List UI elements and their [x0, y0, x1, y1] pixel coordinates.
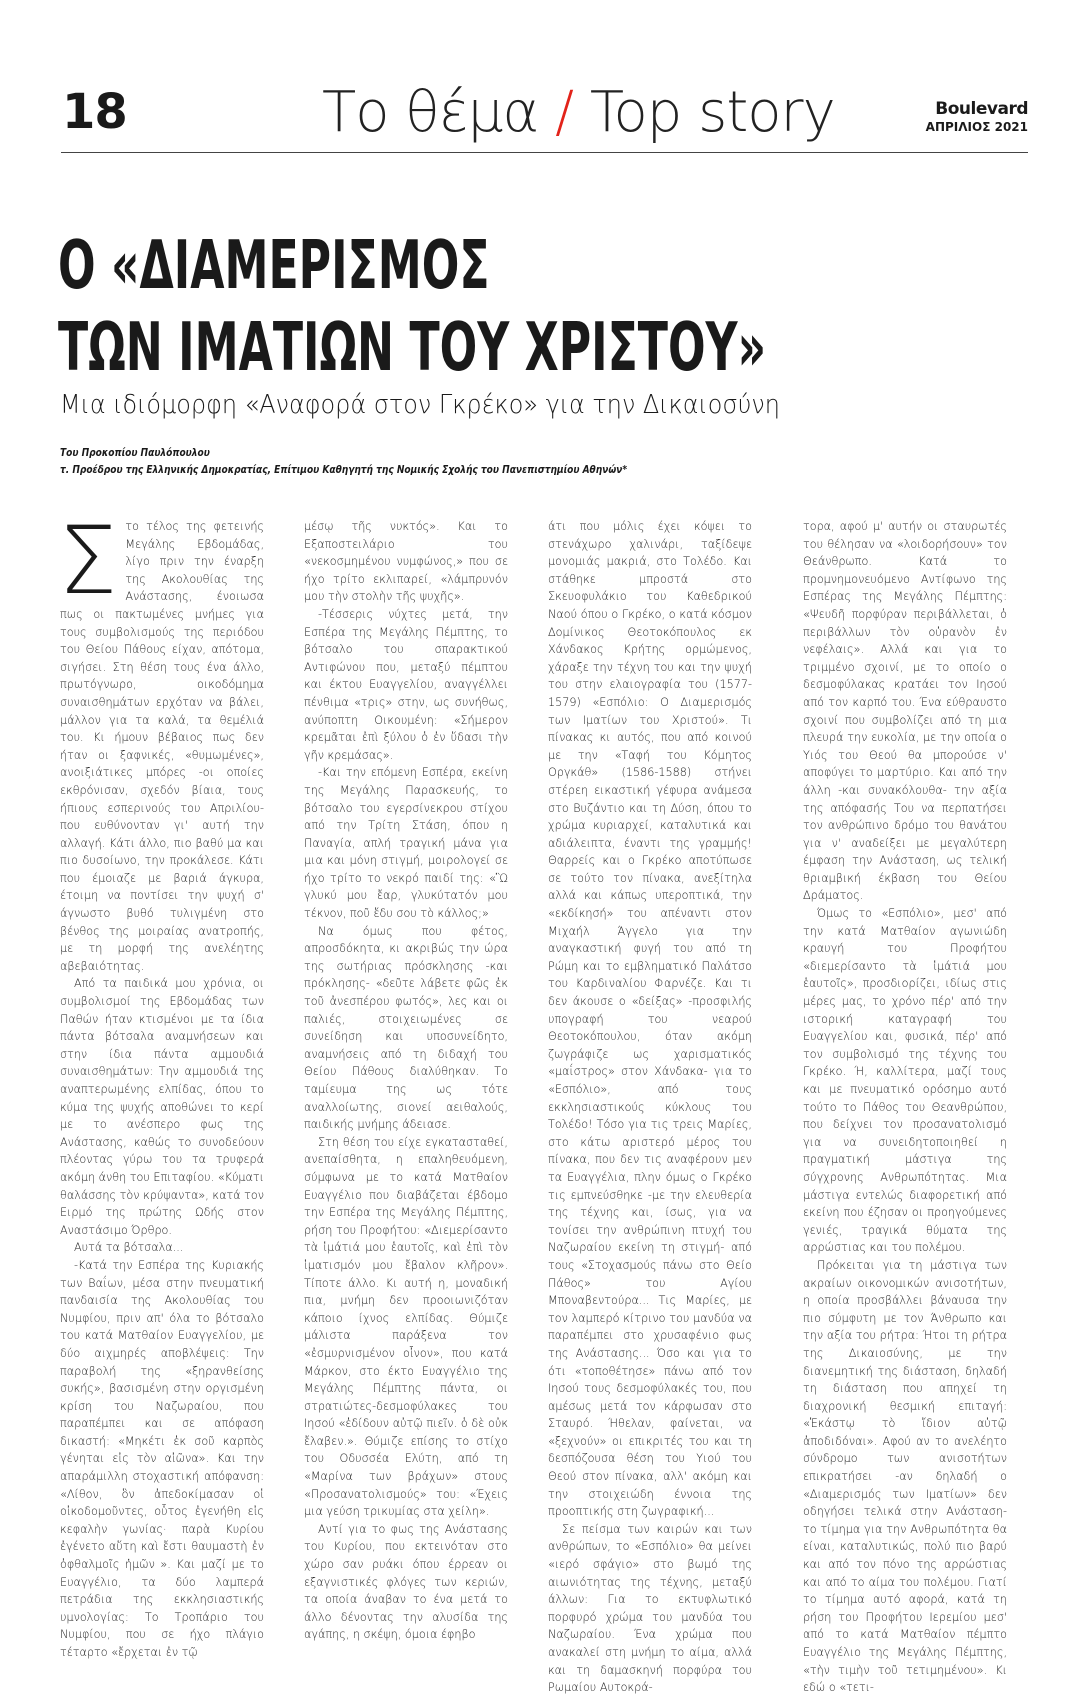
issue-date: ΑΠΡΙΛΙΟΣ 2021 [925, 120, 1028, 134]
page-number: 18 [62, 84, 127, 140]
paragraph: άτι που μόλις έχει κόψει το στενάχωρο χαλινάρι, ταξίδεψε μονομιάς μακριά, στο Τολέδο. Και στάθηκε μπροστά στο Σκευοφυλάκιο του Καθεδρικού Ναού όπου ο Γκρέκο, ο κατά κόσμον Δομίνικος Θεοτοκόπουλος εκ Χάνδακος Κρήτης ορμώμενος, χάραξε την τέχνη του και την ψυχή του στην ελαιογραφία του (1577-1579) «Εσπόλιο: Ο Διαμερισμός των Ιματίων του Χριστού». Τι πίνακας κι αυτός, που από κοινού με την «Ταφή του Κόμητος Οργκάθ» (1586-1588) στήνει στέρεη εικαστική γέφυρα ανάμεσα στο Βυζάντιο και τη Δύση, όπου το χρώμα κυριαρχεί, καταλυτικά και αδιάλειπτα, έναντι της γραμμής! Θαρρείς και ο Γκρέκο αποτύπωσε σε τούτο τον πίνακα, ανεξίτηλα αλλά και κάπως υπεροπτικά, την «εκδίκησή» του απέναντι στον Μιχαήλ Άγγελο για την αναγκαστική φυγή του από τη Ρώμη και το εμβληματικό Παλάτσο του Καρδιναλίου Φαρνέζε. Και τι δεν άκουσε ο «δείξας» -προσφιλής υπογραφή του νεαρού Θεοτοκόπουλου, όταν ακόμη ζωγράφιζε ως χαρισματικός «μαΐστρος» στον Χάνδακα- για το «Εσπόλιο», από τους εκκλησιαστικούς κύκλους του Τολέδο! Τόσο για τις τρεις Μαρίες, στο κάτω αριστερό μέρος του πίνακα, που δεν τις αναφέρουν μεν τα Ευαγγέλια, πλην όμως ο Γκρέκο τις εμπνεύσθηκε -με την ελευθερία της τέχνης και, ίσως, για να τονίσει την ανθρώπινη πτυχή του Ναζωραίου εκείνη τη στιγμή- από τους «Στοχασμούς πάνω στο Θείο Πάθος» του Αγίου Μποναβεντούρα... Τις Μαρίες, με τον λαμπερό κίτρινο του μανδύα να παραπέμπει στο χρυσαφένιο φως της Ανάστασης... Όσο και για το ότι «τοποθέτησε» πάνω από τον Ιησού τους δεσμοφύλακές του, που αμέσως μετά τον κάρφωσαν στο Σταυρό. Ήθελαν, φαίνεται, να «ξεχνούν» οι επικριτές του και τη δεσπόζουσα θέση του Υιού του Θεού στον πίνακα, αλλ' ακόμη και την στοιχειώδη έννοια της προοπτικής στη ζωγραφική... [548, 520, 752, 1519]
paragraph: Στη θέση του είχε εγκατασταθεί, ανεπαίσθητα, η επαληθευόμενη, σύμφωνα με το κατά Ματθαίον Ευαγγέλιο που διαβάζεται έβδομο την Εσπέρα της Μεγάλης Πέμπτης, ρήση του Προφήτου: «Διεμερίσαντο τὰ ἱμάτιά μου ἑαυτοῖς, καὶ ἐπὶ τὸν ἱματισμόν μου ἔβαλον κλῆρον». Τίποτε άλλο. Κι αυτή η, μοναδική πια, μνήμη δεν προοιωνιζόταν κάποιο ίχνος ελπίδας. Θύμιζε μάλιστα παράξενα τον «ἐσμυρνισμένον οἶνον», που κατά Μάρκον, στο έκτο Ευαγγέλιο της Μεγάλης Πέμπτης πάντα, οι στρατιώτες-δεσμοφύλακες του Ιησού «ἐδίδουν αὐτῷ πιεῖν. ὁ δὲ οὐκ ἔλαβεν.». Θύμιζε επίσης το στίχο του Οδυσσέα Ελύτη, από τη «Μαρίνα των βράχων» στους «Προσανατολισμούς» του: «Έχεις μια γεύση τρικυμίας στα χείλη». [304, 1135, 508, 1519]
section-english: Top story [589, 80, 835, 145]
paragraph: -Κατά την Εσπέρα της Κυριακής των Βαΐων, μέσα στην πνευματική πανδαισία της Ακολουθίας του Νυμφίου, πριν απ' όλα το βότσαλο του κατά Ματθαίον Ευαγγελίου, με δύο αιχμηρές αποβλέψεις: Την παραβολή της «ξηρανθείσης συκής», βασισμένη στην οργισμένη κρίση του Ναζωραίου, που παραπέμπει και σε απόφαση δικαστή: «Μηκέτι ἐκ σοῦ καρπὸς γένηται εἰς τὸν αἰῶνα». Και την απαράμιλλη στοχαστική απόφανση: «Λίθον, ὃν ἀπεδοκίμασαν οἱ οἰκοδομοῦντες, οὗτος ἐγενήθη εἰς κεφαλὴν γωνίας· παρὰ Κυρίου ἐγένετο αὕτη καὶ ἔστι θαυμαστὴ ἐν ὀφθαλμοῖς ἡμῶν ». Και μαζί με το Ευαγγέλιο, τα δύο λαμπερά πετράδια της εκκλησιαστικής υμνολογίας: Το Τροπάριο του Νυμφίου, που σε ήχο πλάγιο τέταρτο «ἔρχεται ἐν τῷ [60, 1258, 264, 1659]
paragraph: Από τα παιδικά μου χρόνια, οι συμβολισμοί της Εβδομάδας των Παθών ήταν κτισμένοι με τα ίδια πάντα βότσαλα αναμνήσεων και στην ίδια πάντα αμμουδιά συναισθημάτων: Την αμμουδιά της αναπτερωμένης ελπίδας, όπου το κύμα της ψυχής αποθώνει το κερί με το ανέσπερο φως της Ανάστασης, καθώς το συνοδεύουν πλέοντας γύρω του τα τρυφερά ακόμη άνθη του Επιταφίου. «Κύματι θαλάσσης τὸν κρύψαντα», κατά τον Ειρμό της πρώτης Ωδής στον Αναστάσιμο Όρθρο. [60, 977, 264, 1237]
article-headline [58, 224, 766, 388]
section-greek: Το θέμα [322, 80, 539, 145]
masthead [926, 99, 1028, 134]
paragraph: Αντί για το φως της Ανάστασης του Κυρίου, που εκτεινόταν στο χώρο σαν ρυάκι όπου έρρεαν οι εξαγνιστικές φλόγες των κεριών, τα οποία άναβαν το ένα μετά το άλλο δένοντας την αλυσίδα της αγάπης, η σκέψη, όμοια έφηβο [304, 1522, 508, 1642]
drop-cap: Σ [58, 507, 118, 616]
byline [60, 445, 627, 479]
section-heading [322, 80, 835, 145]
section-slash: / [555, 80, 574, 145]
article-subheadline: Μια ιδιόμορφη «Αναφορά στον Γκρέκο» για την Δικαιοσύνη [60, 390, 780, 420]
byline-title: τ. Προέδρου της Ελληνικής Δημοκρατίας, Επίτιμου Καθηγητή της Νομικής Σχολής του Πανεπιστημίου Αθηνών* [60, 464, 628, 476]
column-4 [803, 518, 1007, 1697]
paragraph: τορα, αφού μ' αυτήν οι σταυρωτές του θέλησαν να «λοιδορήσουν» τον Θεάνθρωπο. Κατά το προμνημονευόμενο Αντίφωνο της Εσπέρας της Μεγάλης Πέμπτης: «Ψευδῆ πορφύραν περιβάλλεται, ὁ περιβάλλων τὸν οὐρανὸν ἐν νεφέλαις». Αλλά και για το τριμμένο σχοινί, με το οποίο ο δεσμοφύλακας κρατάει τον Ιησού από τον καρπό του. Ένα εύθραυστο σχοινί που συμβολίζει από τη μια πλευρά την ευκολία, με την οποία ο Υιός του Θεού θα μπορούσε ν' αποφύγει το μαρτύριο. Και από την άλλη -και συνακόλουθα- την αξία της απόφασής Του να περπατήσει τον ανθρώπινο δρόμο του θανάτου για ν' αναδείξει με μεγαλύτερη έμφαση την Ανάσταση, ως τελική θριαμβική έκβαση του Θείου Δράματος. [803, 520, 1007, 903]
brand-name: Boulevard [935, 99, 1028, 119]
column-3 [548, 518, 752, 1697]
paragraph: Όμως το «Εσπόλιο», μεσ' από την κατά Ματθαίον αγωνιώδη κραυγή του Προφήτου «διεμερίσαντο τὰ ἱμάτιά μου ἑαυτοῖς», προσδιορίζει, ιδίως στις μέρες μας, το χρόνο πέρ' από την ιστορική καταγραφή του Ευαγγελίου και, φυσικά, πέρ' από τον συμβολισμό της τέχνης του Γκρέκο. Ή, καλλίτερα, μαζί τους και με πνευματικό ορόσημο αυτό τούτο το Πάθος του Θεανθρώπου, που δείχνει τον προσανατολισμό για να συνειδητοποιηθεί η πραγματική μάστιγα της σύγχρονης Ανθρωπότητας. Μια μάστιγα εντελώς διαφορετική από εκείνη που έζησαν οι προηγούμενες γενιές, τραγικά θύματα της αρρώστιας και του πολέμου. [803, 907, 1007, 1255]
headline-line-2: ΤΩΝ ΙΜΑΤΙΩΝ ΤΟΥ ΧΡΙΣΤΟΥ» [58, 308, 767, 386]
column-1 [58, 507, 264, 1662]
paragraph: Αυτά τα βότσαλα... [74, 1241, 184, 1255]
column-2 [304, 518, 508, 1644]
paragraph: Να όμως που φέτος, απροσδόκητα, κι ακριβώς την ώρα της σωτήριας πρόσκλησης -και πρόκλησης- «δεῦτε λάβετε φῶς ἐκ τοῦ ἀνεσπέρου φωτός», λες και οι παλιές, στοιχειωμένες σε συνείδηση και υποσυνείδητο, αναμνήσεις από τη διδαχή του Θείου Πάθους διαλύθηκαν. Το ταμίευμα της ως τότε αναλλοίωτης, σιονεί αειθαλούς, παιδικής μνήμης άδειασε. [304, 924, 508, 1132]
paragraph: το τέλος της φετεινής Μεγάλης Εβδομάδας, λίγο πριν την έναρξη της Ακολουθίας της Ανάστασης, ένοιωσα πως οι πακτωμένες μνήμες για τους συμβολισμούς της περιόδου του Θείου Πάθους είχαν, απότομα, σιγήσει. Στη θέση τους ένα άλλο, πρωτόγνωρο, οικοδόμημα συναισθημάτων ερχόταν να βάλει, μάλλον για τα καλά, τα θεμέλιά του. Κι ήμουν βέβαιος πως δεν ήταν οι ξαφνικές, «θυμωμένες», ανοιξιάτικες μπόρες -οι οποίες εκθρόνισαν, σχεδόν βίαια, τους ήπιους εσπερινούς του Απριλίου- που ευθύνονταν γι' αυτή την αλλαγή. Κάτι άλλο, πιο βαθύ μα και πιο δυσοίωνο, την προκάλεσε. Κάτι που έμοιαζε με βαριά άγκυρα, έτοιμη να ποντίσει την ψυχή σ' άγνωστο βυθό τυλιγμένη στο βένθος της μοιραίας ανατροπής, με τη μορφή της ανελέητης αβεβαιότητας. [60, 520, 264, 973]
paragraph: Πρόκειται για τη μάστιγα των ακραίων οικονομικών ανισοτήτων, η οποία προσβάλλει βάναυσα την πιο σύμφυτη με τον Άνθρωπο και την αξία του ρήτρα: Ήτοι τη ρήτρα της Δικαιοσύνης, με την διανεμητική της διάσταση, δηλαδή τη διάσταση που απηχεί τη διαχρονική θεσμική επιταγή: «Ἑκάστῳ τὸ ἴδιον αὐτῷ ἀποδιδόναι». Αφού αν το ανελέητο σύνδρομο των ανισοτήτων επικρατήσει -αν δηλαδή ο «Διαμερισμός των Ιματίων» δεν οδηγήσει τελικά στην Ανάσταση- το τίμημα για την Ανθρωπότητα θα είναι, καταλυτικώς, πολύ πιο βαρύ και από τον πόνο της αρρώστιας και από το αίμα του πολέμου. Γιατί το τίμημα αυτό αφορά, κατά τη ρήση του Προφήτου Ιερεμίου μεσ' από το κατά Ματθαίον πέμπτο Ευαγγέλιο της Μεγάλης Πέμπτης, «τὴν τιμὴν τοῦ τετιμημένου». Κι εδώ ο «τετι- [803, 1258, 1007, 1695]
paragraph: μέσῳ τῆς νυκτός». Και το Εξαποστειλάριο του «νεκοσμημένου νυμφώνος,» που σε ήχο τρίτο εκλιπαρεί, «λάμπρυνόν μου τὴν στολὴν τῆς ψυχῆς». [304, 520, 508, 604]
paragraph: -Τέσσερις νύχτες μετά, την Εσπέρα της Μεγάλης Πέμπτης, το βότσαλο του σπαρακτικού Αντιφώνου που, μεταξύ πέμπτου και έκτου Ευαγγελίου, αναγγέλλει πένθιμα «τρις» στην, ως συνήθως, ανύποπτη Οικουμένη: «Σήμερον κρεμᾶται ἐπὶ ξύλου ὁ ἐν ὕδασι τὴν γῆν κρεμάσας». [304, 607, 508, 762]
paragraph: -Και την επόμενη Εσπέρα, εκείνη της Μεγάλης Παρασκευής, το βότσαλο του εγερσίνεκρου στίχου από την Τρίτη Στάση, όπου η Παναγία, απλή τραγική μάνα για μια και μόνη στιγμή, μοιρολογεί σε ήχο τρίτο το νεκρό παιδί της: «Ὢ γλυκύ μου ἔαρ, γλυκύτατόν μου τέκνον, ποῦ ἔδυ σου τὸ κάλλος;» [304, 766, 508, 921]
headline-line-1: Ο «ΔΙΑΜΕΡΙΣΜΟΣ [58, 226, 490, 304]
header-rule [61, 152, 1028, 153]
paragraph: Σε πείσμα των καιρών και των ανθρώπων, το «Εσπόλιο» θα μείνει «ιερό σφάγιο» στο βωμό της αιωνιότητας της τέχνης, μεταξύ άλλων: Για το εκτυφλωτικό πορφυρό χρώμα του μανδύα του Ναζωραίου. Ένα χρώμα που ανακαλεί στη μνήμη το αίμα, αλλά και τη δαμασκηνή πορφύρα του Ρωμαίου Αυτοκρά- [548, 1522, 752, 1695]
byline-author: Του Προκοπίου Παυλόπουλου [60, 447, 210, 459]
